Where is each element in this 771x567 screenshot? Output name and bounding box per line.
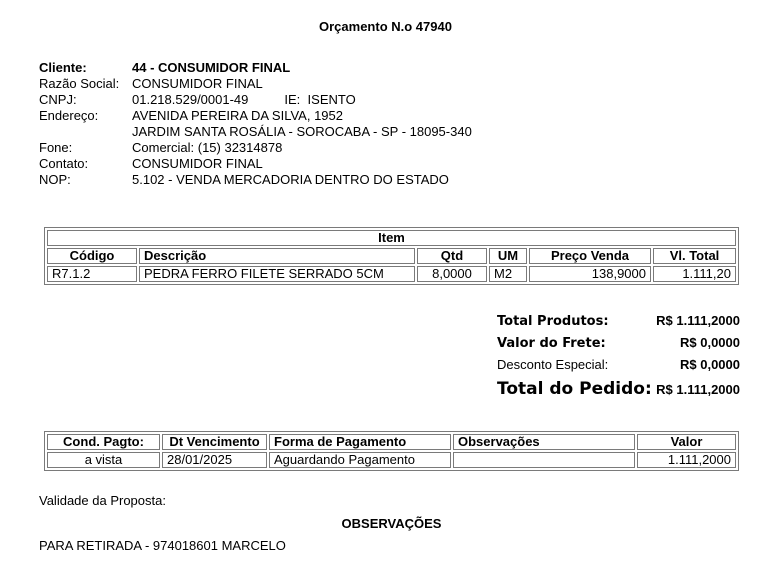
col-valor: Valor	[637, 434, 736, 450]
items-table	[44, 227, 739, 285]
endereco-label: Endereço:	[39, 108, 99, 123]
razao-row	[39, 76, 472, 92]
total-produtos-row	[497, 313, 740, 335]
fone-value: Comercial: (15) 32314878	[132, 140, 283, 155]
payments-header-row	[47, 434, 736, 450]
endereco-line1: AVENIDA PEREIRA DA SILVA, 1952	[132, 108, 343, 123]
observacoes-title: OBSERVAÇÕES	[341, 516, 442, 531]
col-um: UM	[489, 248, 527, 264]
table-row	[47, 266, 736, 282]
cliente-row	[39, 60, 472, 76]
valor-frete-value: R$ 0,0000	[680, 335, 740, 350]
cell-codigo: R7.1.2	[47, 266, 137, 282]
cnpj-value	[132, 92, 356, 108]
valor-frete-row	[497, 335, 740, 357]
ie-label: IE:	[284, 92, 301, 107]
nop-row	[39, 172, 472, 188]
contato-row	[39, 156, 472, 172]
cell-qtd: 8,0000	[417, 266, 487, 282]
valor-frete-label: Valor do Frete:	[497, 336, 606, 351]
endereco-row	[39, 108, 472, 124]
fone-row	[39, 140, 472, 156]
col-total: Vl. Total	[653, 248, 736, 264]
col-preco: Preço Venda	[529, 248, 651, 264]
col-observacoes: Observações	[453, 434, 635, 450]
total-produtos-label: Total Produtos:	[497, 314, 609, 329]
items-caption: Item	[47, 230, 736, 246]
cnpj-row	[39, 92, 472, 108]
razao-value: CONSUMIDOR FINAL	[132, 76, 263, 91]
endereco-row-2	[39, 124, 472, 140]
validade-label: Validade da Proposta:	[39, 493, 166, 508]
table-row	[47, 452, 736, 468]
fone-label: Fone:	[39, 140, 73, 155]
client-info	[39, 60, 472, 188]
razao-label: Razão Social:	[39, 76, 120, 91]
cliente-label: Cliente:	[39, 60, 87, 75]
col-forma-pagamento: Forma de Pagamento	[269, 434, 451, 450]
cell-preco: 138,9000	[529, 266, 651, 282]
total-pedido-label: Total do Pedido:	[497, 379, 652, 399]
cell-um: M2	[489, 266, 527, 282]
col-dt-vencimento: Dt Vencimento	[162, 434, 267, 450]
desconto-value: R$ 0,0000	[680, 357, 740, 372]
col-qtd: Qtd	[417, 248, 487, 264]
cell-descricao: PEDRA FERRO FILETE SERRADO 5CM	[139, 266, 415, 282]
cell-cond-pagto: a vista	[47, 452, 160, 468]
desconto-label: Desconto Especial:	[497, 357, 609, 372]
cell-valor: 1.111,2000	[637, 452, 736, 468]
total-produtos-value: R$ 1.111,2000	[656, 313, 740, 328]
total-pedido-value: R$ 1.111,2000	[656, 382, 740, 397]
total-pedido-row	[497, 379, 740, 403]
cliente-value: 44 - CONSUMIDOR FINAL	[132, 60, 291, 75]
items-caption-row	[47, 230, 736, 246]
observacoes-text: PARA RETIRADA - 974018601 MARCELO	[39, 538, 286, 553]
contato-value: CONSUMIDOR FINAL	[132, 156, 263, 171]
page-title: Orçamento N.o 47940	[319, 19, 452, 34]
cnpj-number: 01.218.529/0001-49	[132, 92, 249, 107]
payments-table	[44, 431, 739, 471]
totals-block	[497, 313, 740, 403]
cell-dt-vencimento: 28/01/2025	[162, 452, 267, 468]
contato-label: Contato:	[39, 156, 89, 171]
nop-label: NOP:	[39, 172, 71, 187]
col-codigo: Código	[47, 248, 137, 264]
ie-value: ISENTO	[307, 92, 356, 107]
cell-observacoes	[453, 452, 635, 468]
col-descricao: Descrição	[139, 248, 415, 264]
desconto-row	[497, 357, 740, 379]
cnpj-label: CNPJ:	[39, 92, 77, 107]
nop-value: 5.102 - VENDA MERCADORIA DENTRO DO ESTADO	[132, 172, 449, 187]
endereco-line2: JARDIM SANTA ROSÁLIA - SOROCABA - SP - 18095-340	[132, 124, 472, 139]
cell-forma-pagamento: Aguardando Pagamento	[269, 452, 451, 468]
cell-total: 1.111,20	[653, 266, 736, 282]
col-cond-pagto: Cond. Pagto:	[47, 434, 160, 450]
items-header-row	[47, 248, 736, 264]
